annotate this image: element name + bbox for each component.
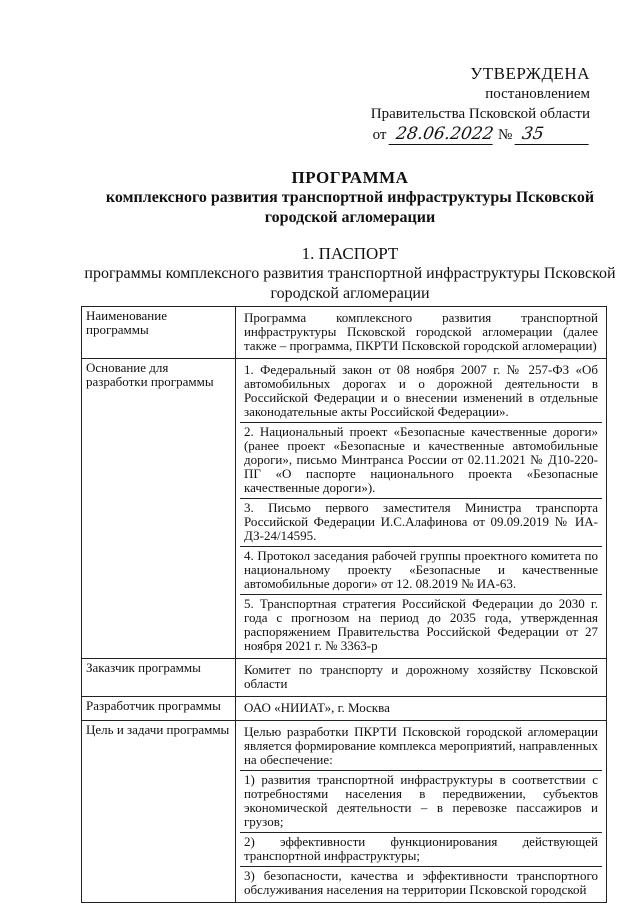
table-row — [82, 359, 607, 659]
row-paragraph: 2) эффективности функционирования действующей транспортной инфраструктуры; — [240, 832, 602, 866]
program-title — [90, 168, 610, 228]
handwritten-date: 28.06.2022 — [389, 124, 496, 145]
row-paragraph: 1) развития транспортной инфраструктуры в соответствии с потребностями населения в передвижении, субъектов экономической деятельности – в перевозке пассажиров и грузов; — [240, 770, 602, 832]
row-label: Заказчик программы — [82, 659, 236, 697]
row-content — [235, 721, 606, 903]
passport-subtitle: программы комплексного развития транспортной инфраструктуры Псковской городской агломерации — [84, 265, 616, 302]
approval-stamp — [360, 64, 590, 145]
handwritten-number: 35 — [515, 124, 592, 145]
date-prefix: от — [372, 127, 387, 143]
table-row — [82, 721, 607, 903]
row-content — [235, 697, 606, 721]
row-paragraph: 5. Транспортная стратегия Российской Федерации до 2030 г. года с прогнозом на период до 2035 года, утвержденная распоряжением Правительства Российской Федерации от 27 ноября 2021 г. № 3363-р — [240, 594, 602, 656]
row-paragraph: Программа комплексного развития транспортной инфраструктуры Псковской городской агломерации (далее также – программа, ПКРТИ Псковской городской агломерации) — [243, 310, 598, 353]
row-label: Разработчик программы — [82, 697, 236, 721]
row-paragraph: Целью разработки ПКРТИ Псковской городской агломерации является формирование комплекса мероприятий, направленных на обеспечение: — [243, 724, 599, 767]
table-row — [82, 659, 607, 697]
number-prefix: № — [497, 127, 513, 143]
passport-heading: 1. ПАСПОРТ — [301, 244, 399, 263]
table-row — [82, 697, 607, 721]
approval-date-line — [360, 124, 590, 145]
row-content — [235, 359, 606, 659]
row-content — [235, 659, 606, 697]
table-row — [82, 307, 607, 359]
row-paragraph: 3) безопасности, качества и эффективности транспортного обслуживания населения на территории Псковской городской — [240, 866, 602, 900]
row-content — [235, 307, 606, 359]
row-paragraph: 2. Национальный проект «Безопасные качественные дороги» (ранее проект «Безопасные и качественные автомобильные дороги», письмо Минтранса России от 02.11.2021 № Д10-220-ПГ «О паспорте национального проекта «Безопасные качественные дороги»). — [240, 422, 602, 498]
row-paragraph: ОАО «НИИАТ», г. Москва — [243, 700, 390, 715]
approval-line-2: Правительства Псковской области — [370, 106, 590, 122]
approval-line-1: постановлением — [485, 86, 590, 102]
row-label: Наименование программы — [82, 307, 236, 359]
row-label: Основание для разработки программы — [82, 359, 236, 659]
passport-title — [80, 244, 620, 304]
row-paragraph: Комитет по транспорту и дорожному хозяйству Псковской области — [243, 662, 598, 691]
row-paragraph: 4. Протокол заседания рабочей группы проектного комитета по национальному проекту «Безопасные и качественные автомобильные дороги» от 12. 08.2019 № ИА-63. — [240, 546, 602, 594]
row-label: Цель и задачи программы — [82, 721, 236, 903]
program-subtitle: комплексного развития транспортной инфраструктуры Псковской городской агломерации — [105, 189, 595, 226]
row-paragraph: 1. Федеральный закон от 08 ноября 2007 г. № 257-ФЗ «Об автомобильных дорогах и о дорожной деятельности в Российской Федерации и о внесении изменений в отдельные законодательные акты Российской Федерации». — [243, 362, 598, 419]
passport-table — [81, 306, 607, 903]
row-paragraph: 3. Письмо первого заместителя Министра транспорта Российской Федерации И.С.Алафинова от 09.09.2019 № ИА-ДЗ-24/14595. — [240, 498, 602, 546]
approval-title: УТВЕРЖДЕНА — [470, 64, 590, 83]
program-heading: ПРОГРАММА — [291, 168, 409, 187]
